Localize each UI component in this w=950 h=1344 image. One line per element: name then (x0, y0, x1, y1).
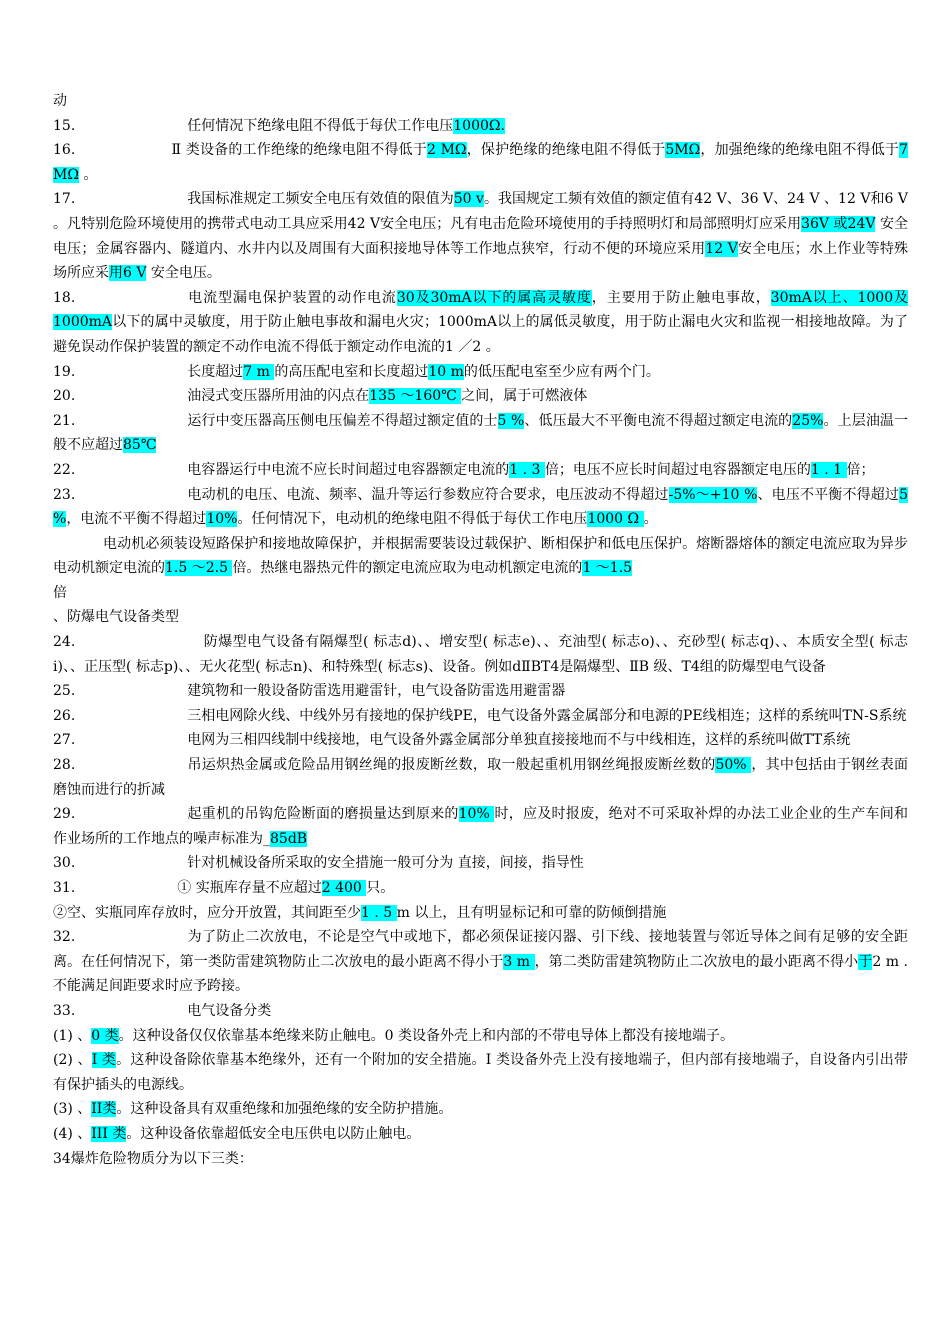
paragraph (53, 187, 908, 285)
highlighted-text: 30mA以上、1000及1000mA (53, 289, 909, 331)
text-segment: 。这种设备除依靠基本绝缘外，还有一个附加的安全措施。I 类设备外壳上没有接地端子，但内部有接地端子，自设备内引出带有保护插头的电源线。 (53, 1052, 909, 1093)
item-number: 26. (53, 707, 76, 724)
document-page (53, 89, 908, 1171)
highlighted-text: 1000 Ω (587, 511, 644, 528)
text-segment: (4) 、 (53, 1125, 92, 1142)
text-segment: (1) 、 (53, 1027, 92, 1044)
text-segment: 电气设备分类 (187, 1002, 272, 1019)
item-number: 19. (53, 363, 76, 380)
highlighted-text: 135 ～160℃ (369, 388, 462, 405)
paragraph (53, 1024, 908, 1049)
text-segment: 安全电压。 (146, 265, 221, 282)
highlighted-text: II类 (91, 1101, 117, 1118)
paragraph (53, 1048, 908, 1097)
highlighted-text: 于 (858, 953, 873, 970)
paragraph (53, 1122, 908, 1147)
text-segment: 以下的属中灵敏度，用于防止触电事故和漏电火灾；1000mA以上的属低灵敏度，用于防止漏电火灾和监视一相接地故障。为了避免误动作保护装置的额定不动作电流不得低于额定动作电流的1 ／2 。 (53, 314, 908, 355)
paragraph (53, 851, 908, 876)
highlighted-text: 3 m (503, 953, 535, 970)
highlighted-text: 50% (715, 757, 752, 774)
paragraph (53, 384, 908, 409)
highlighted-text: 2 MΩ (427, 142, 467, 159)
highlighted-text: 1.5 ～2.5 (165, 560, 233, 577)
text-segment: 时，应及时报废，绝对不可采取补焊的办法工业企业的生产车间和作业场所的工作地点的噪声标准为_ (53, 806, 909, 847)
highlighted-text: 1 . 5 (361, 904, 397, 921)
highlighted-text: 1 . 1 (810, 461, 847, 478)
text-segment: 倍；电压不应长时间超过电容器额定电压的 (544, 461, 811, 478)
text-segment: 倍； (846, 461, 875, 478)
paragraph (53, 704, 908, 729)
highlighted-text: 2 400 (321, 880, 367, 896)
text-segment: 电容器运行中电流不应长时间超过电容器额定电流的 (187, 461, 510, 478)
item-number: 30. (53, 855, 76, 872)
highlighted-text: 30及30mA以下的属高灵敏度 (396, 289, 592, 306)
text-segment: 。上层油温一般不应超过 (53, 412, 909, 454)
paragraph (53, 360, 908, 385)
highlighted-text: 1 . 3 (509, 461, 545, 478)
highlighted-text: 85dB (270, 830, 308, 847)
highlighted-text: 5MΩ (665, 142, 701, 159)
paragraph (53, 679, 908, 704)
text-segment: 。这种设备依靠超低安全电压供电以防止触电。 (126, 1125, 421, 1142)
item-number: 24. (53, 634, 76, 651)
text-segment: 为了防止二次放电，不论是空气中或地下，都必须保证接闪器、引下线、接地装置与邻近导体之间有足够的安全距离。在任何情况下，第一类防雷建筑物防止二次放电的最小距离不得小于 (53, 929, 908, 970)
text-segment: 、电压不平衡不得超过 (757, 486, 900, 503)
text-segment: 2 m . 不能满足间距要求时应予跨接。 (53, 953, 908, 995)
highlighted-text: 10% (206, 511, 238, 528)
text-segment: 。 (643, 511, 658, 528)
text-segment: 长度超过 (187, 363, 244, 380)
highlighted-text: 50 v (453, 191, 484, 208)
text-segment: (3) 、 (53, 1101, 92, 1118)
paragraph (53, 581, 908, 606)
highlighted-text: 5 % (497, 412, 525, 429)
highlighted-text: 1000Ω. (453, 117, 505, 134)
text-segment: 、低压最大不平衡电流不得超过额定电流的 (524, 412, 793, 429)
item-number: 25. (53, 683, 76, 700)
paragraph (53, 753, 908, 802)
item-number: 32. (53, 929, 76, 946)
paragraph (53, 89, 908, 114)
text-segment: 34爆炸危险物质分为以下三类： (53, 1150, 253, 1167)
text-segment: 电动机必须装设短路保护和接地故障保护，并根据需要装设过载保护、断相保护和低电压保护。熔断器熔体的额定电流应取为异步电动机额定电流的 (53, 535, 908, 577)
text-segment: 。任何情况下，电动机的绝缘电阻不得低于每伏工作电压 (237, 511, 588, 528)
text-segment: 的低压配电室至少应有两个门。 (463, 363, 660, 380)
item-number: 23. (53, 486, 76, 503)
text-segment: 只。 (366, 880, 395, 896)
item-number: 22. (53, 461, 76, 478)
paragraph (53, 630, 908, 679)
highlighted-text: 0 类 (91, 1027, 119, 1044)
text-segment: 动 (53, 93, 67, 109)
text-segment: ，其中包括由于钢丝表面磨蚀而进行的折减 (53, 757, 908, 798)
paragraph (53, 901, 908, 926)
text-segment: ，电流不平衡不得超过 (66, 511, 207, 528)
text-segment: 。这种设备仅仅依靠基本绝缘来防止触电。0 类设备外壳上和内部的不带电导体上都没有接地端子。 (118, 1027, 734, 1044)
text-segment: 建筑物和一般设备防雷选用避雷针，电气设备防雷选用避雷器 (187, 683, 566, 700)
paragraph (53, 1147, 908, 1172)
paragraph (53, 138, 908, 187)
paragraph (53, 409, 908, 458)
text-segment: ① 实瓶库存量不应超过 (177, 880, 322, 896)
text-segment: 、防爆电气设备类型 (53, 609, 179, 626)
highlighted-text: 12 V (705, 240, 738, 257)
paragraph (53, 286, 908, 360)
item-number: 17. (53, 191, 76, 208)
paragraph (53, 876, 908, 901)
text-segment: 三相电网除火线、中线外另有接地的保护线PE，电气设备外露金属部分和电源的PE线相连；这样的系统叫TN-S系统 (187, 707, 907, 724)
item-number: 27. (53, 732, 76, 749)
text-segment: (2) 、 (53, 1052, 92, 1069)
paragraph (53, 605, 908, 630)
item-number: 16. (53, 142, 76, 159)
item-number: 31. (53, 880, 76, 896)
paragraph (53, 728, 908, 753)
text-segment: 。我国规定工频有效值的额定值有42 V、36 V、24 V 、12 V和6 V 。凡特别危险环境使用的携带式电动工具应采用42 V安全电压；凡有电击危险环境使用的手持照明灯和局部照明灯应采用 (53, 191, 908, 232)
item-number: 28. (53, 757, 76, 774)
text-segment: 。 (78, 166, 98, 183)
text-segment: 运行中变压器高压侧电压偏差不得超过额定值的士 (187, 412, 498, 429)
highlighted-text: 36V 或24V (801, 215, 876, 232)
paragraph (53, 114, 908, 139)
text-segment: 安全电压；金属容器内、隧道内、水井内以及周围有大面积接地导体等工作地点狭窄，行动不便的环境应采用 (53, 215, 909, 257)
paragraph (53, 999, 908, 1024)
paragraph (53, 1097, 908, 1122)
highlighted-text: 7 MΩ (53, 142, 909, 183)
item-number: 29. (53, 806, 76, 823)
text-segment: 任何情况下绝缘电阻不得低于每伏工作电压 (187, 117, 454, 134)
item-number: 18. (53, 289, 76, 306)
text-segment: ，第二类防雷建筑物防止二次放电的最小距离不得小 (534, 953, 859, 970)
highlighted-text: I 类 (91, 1052, 117, 1069)
highlighted-text: 85℃ (123, 437, 157, 454)
text-segment: 吊运炽热金属或危险品用钢丝绳的报废断丝数，取一般起重机用钢丝绳报废断丝数的 (187, 757, 716, 774)
text-segment: 电流型漏电保护装置的动作电流 (187, 289, 397, 306)
text-segment: 之间，属于可燃液体 (461, 388, 588, 405)
text-segment: 针对机械设备所采取的安全措施一般可分为 直接，间接，指导性 (187, 855, 584, 872)
highlighted-text: 25% (792, 412, 824, 429)
highlighted-text: III 类 (91, 1125, 127, 1142)
text-segment: 油浸式变压器所用油的闪点在 (187, 388, 370, 405)
text-segment: ，保护绝缘的绝缘电阻不得低于 (466, 142, 666, 159)
text-segment: 的高压配电室和长度超过 (274, 363, 429, 380)
highlighted-text: 7 m (243, 363, 275, 380)
paragraph (53, 802, 908, 851)
highlighted-text: 5 % (53, 486, 908, 528)
text-segment: ，加强绝缘的绝缘电阻不得低于 (700, 142, 900, 159)
text-segment: Ⅱ 类设备的工作绝缘的绝缘电阻不得低于 (171, 142, 428, 159)
highlighted-text: 10% (458, 806, 495, 823)
paragraph (53, 925, 908, 999)
item-number: 33. (53, 1002, 76, 1019)
paragraph (53, 458, 908, 483)
text-segment: 。这种设备具有双重绝缘和加强绝缘的安全防护措施。 (116, 1101, 453, 1118)
text-segment: 防爆型电气设备有隔爆型( 标志d)、、增安型( 标志e)、、充油型( 标志o)、、充砂型( 标志q)、、本质安全型( 标志i)、、正压型( 标志p)、、无火花型( 标志n)、和特殊型( 标志s)、设备。例如dⅡBT4是隔爆型、ⅡB 级、T4组的防爆型电气设备 (53, 634, 908, 675)
highlighted-text: 10 m (428, 363, 464, 380)
highlighted-text: 用6 V (109, 265, 147, 282)
highlighted-text: 1 ～1.5 (582, 560, 633, 577)
text-segment: 电网为三相四线制中线接地，电气设备外露金属部分单独直接接地而不与中线相连，这样的系统叫做TT系统 (187, 732, 851, 749)
text-segment: 我国标准规定工频安全电压有效值的限值为 (187, 191, 454, 208)
item-number: 15. (53, 117, 76, 134)
text-segment: 倍。热继电器热元件的额定电流应取为电动机额定电流的 (232, 560, 583, 577)
item-number: 20. (53, 388, 76, 405)
text-segment: 电动机的电压、电流、频率、温升等运行参数应符合要求，电压波动不得超过 (187, 486, 669, 503)
text-segment: 安全电压；水上作业等特殊场所应采 (53, 240, 909, 282)
highlighted-text: -5%～+10 % (668, 486, 758, 503)
text-segment: ②空、实瓶同库存放时，应分开放置，其间距至少 (53, 904, 361, 921)
paragraph (53, 532, 908, 581)
paragraph (53, 483, 908, 532)
item-number: 21. (53, 412, 76, 429)
text-segment: ，主要用于防止触电事故， (591, 289, 771, 306)
text-segment: m 以上，且有明显标记和可靠的防倾倒措施 (396, 904, 667, 921)
text-segment: 起重机的吊钩危险断面的磨损量达到原来的 (187, 806, 459, 823)
text-segment: 倍 (53, 584, 67, 601)
